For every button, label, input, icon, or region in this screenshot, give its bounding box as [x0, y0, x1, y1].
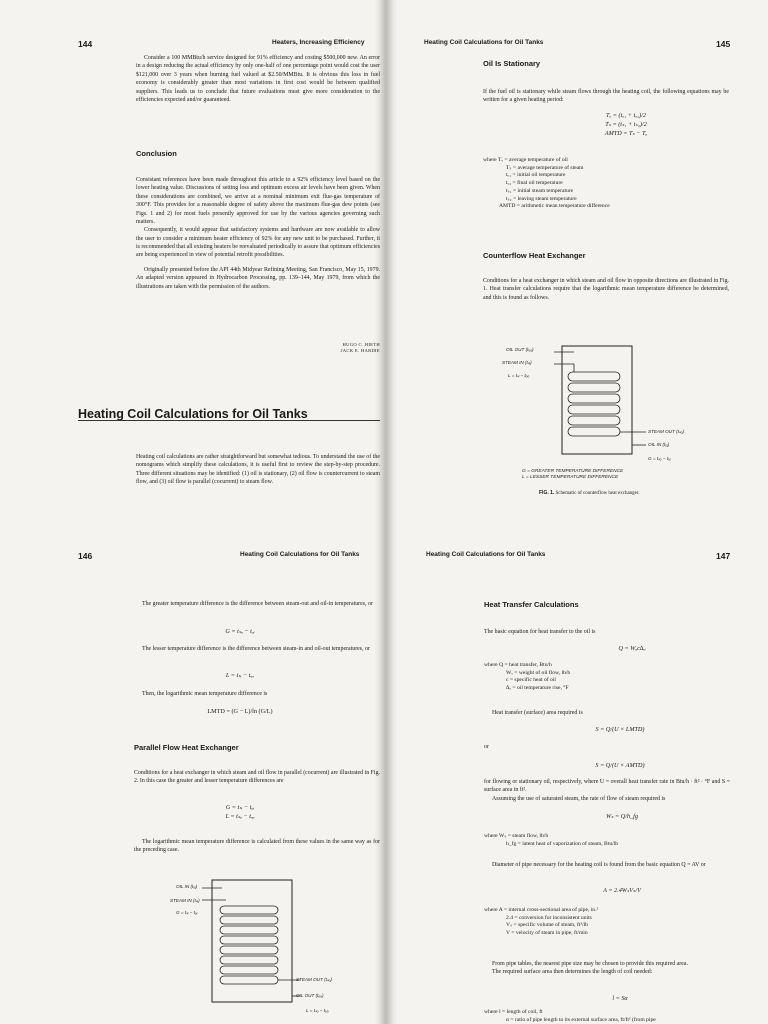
section-heading-conclusion: Conclusion [136, 149, 177, 158]
article-intro: Heating coil calculations are rather straightforward but somewhat tedious. To understand the use of the nomograms which simplify these calculations, it is useful first to review the step-by-step procedure. Three different situations may be identified: (1) oil is stationary, (2) oil flow is countercurrent to steam flow, and (3) oil flow is parallel (cocurrent) to steam flow. [136, 454, 380, 486]
running-head: Heaters, Increasing Efficiency [272, 39, 365, 46]
paragraph-pipe-tables: From pipe tables, the nearest pipe size may be chosen to provide this required area. The required surface area then determines the length of coil needed: [492, 961, 688, 976]
paragraph-parallel-flow: Conditions for a heat exchanger in which steam and oil flow in parallel (cocurrent) are illustrated in Fig. 2. In this case the greater and lesser temperature differences are [134, 770, 380, 785]
running-head: Heating Coil Calculations for Oil Tanks [424, 39, 544, 46]
page-147 [386, 512, 768, 1024]
equation-steam-flow: Wₛ = Q/h_fg [606, 813, 638, 820]
running-head: Heating Coil Calculations for Oil Tanks [426, 551, 546, 558]
equation-surface-lmtd: S = Q/(U × LMTD) [595, 726, 645, 733]
equation-l: L = tₛᵢ − tₒₒ [225, 672, 255, 679]
page-number: 144 [78, 39, 93, 49]
paragraph-greater-difference: The greater temperature difference is the difference between steam-out and oil-in temperatures, or [142, 601, 373, 607]
label-lesser-difference: L = tₛₒ − tₒₒ [306, 1008, 329, 1013]
page-146 [0, 512, 386, 1024]
label-oil-out: OIL OUT (tₒₒ) [296, 993, 324, 998]
conclusion-paragraph-2: Consequently, it would appear that satisfactory systems and hardware are now available to allow the user to consider a minimum heater efficiency of 92% for any new unit to be purchased. Further, it is recommended that all existing heaters be reevaluated periodically to assure that optimum efficiencies are being experienced in view of potential retrofit possibilities. [136, 227, 380, 259]
label-steam-out: STEAM OUT (tₛₒ) [648, 429, 684, 434]
conclusion-paragraph-3: Originally presented before the API 44th Midyear Refining Meeting, San Francisco, May 15, 1979. An adapted version appeared in Hydrocarbon Processing, pp. 139–144, May 1979, from which the illustrations are taken with the permission of the authors. [136, 266, 380, 290]
stationary-text: If the fuel oil is stationary while steam flows through the heating coil, the following equations may be written for a given heating period: [483, 89, 729, 104]
stationary-equations [566, 112, 686, 139]
section-heading-heat-transfer: Heat Transfer Calculations [484, 600, 579, 609]
page-number: 145 [716, 39, 731, 49]
equation-coil-length: l = Sα [612, 995, 628, 1002]
paragraph-basic-equation: The basic equation for heat transfer to the oil is [484, 629, 596, 635]
binding-gutter [386, 512, 398, 1024]
binding-gutter [374, 512, 386, 1024]
section-heading-counterflow: Counterflow Heat Exchanger [483, 251, 586, 260]
label-oil-in: OIL IN (tₒᵢ) [648, 442, 670, 447]
heat-transfer-definitions: where Q = heat transfer, Btu/h Wₒ = weight of oil flow, lb/h c = specific heat of oil ∆ₒ = oil temperature rise, °F [484, 662, 571, 692]
binding-gutter [386, 0, 398, 512]
section-heading-parallel-flow: Parallel Flow Heat Exchanger [134, 743, 239, 752]
equation-pipe-area: A = 2.4WₛVₛ/V [603, 887, 641, 894]
label-greater-difference: G = tₛₒ − tₒᵢ [648, 456, 671, 461]
equation-g: G = tₛₒ − tₒᵢ [225, 628, 255, 635]
pipe-area-definitions: where A = internal cross-sectional area of pipe, in.² 2.4 = conversion for inconsistent units Vₛ = specific volume of steam, ft³/lb V = velocity of steam in pipe, ft/min [484, 907, 599, 937]
page-number: 147 [716, 551, 731, 561]
equation-steam-average: Tₛ = (tₛ₁ + tₛ₂)/2 [605, 120, 647, 128]
label-oil-in: OIL IN (tₒᵢ) [176, 884, 198, 889]
counterflow-exchanger-diagram [546, 340, 706, 462]
paragraph-parallel-lmtd: The logarithmic mean temperature difference is calculated from these values in the same way as for the preceding case. [134, 839, 380, 854]
steam-flow-definitions: where Wₛ = steam flow, lb/h h_fg = latent heat of vaporization of steam, Btu/lb [484, 833, 619, 847]
conclusion-text [136, 176, 380, 291]
variable-definitions: where Tₒ = average temperature of oil Tₛ = average temperature of steam tₒ₁ = initial oil temperature tₒ₂ = final oil temperature tₛ₁ = initial steam temperature tₛ₂ = leaving steam temperature AMTD = arithmetic mean temperature difference [483, 157, 610, 210]
equation-lmtd: LMTD = (G − L)/ln (G/L) [207, 708, 273, 715]
figure-notes: G = GREATER TEMPERATURE DIFFERENCE L = LESSER TEMPERATURE DIFFERENCE [522, 469, 624, 481]
parallel-equations: G = tₛᵢ − tₒᵢ L = tₛₒ − tₒₒ [225, 804, 255, 820]
label-greater-difference: G = tₛᵢ − tₒᵢ [176, 910, 198, 915]
page-145 [386, 0, 768, 512]
intro-paragraph: Consider a 100 MMBtu/h service designed for 91% efficiency and costing $500,000 new. An error in a design reducing the actual efficiency by only one-half of one percentage point would cost the user $121,000 over 3 years when burning fuel valued at $2.50/MMBtu. It is obvious this loss in fuel economy is considerably greater than most variations in first cost would be between qualified suppliers. This leads us to conclude that future evaluations must give more consideration to the efficiencies expected and/or guaranteed. [136, 55, 380, 103]
label-oil-out: OIL OUT (tₒₒ) [506, 347, 534, 352]
figure-1-caption: FIG. 1. Schematic of counterflow heat exchanger. [539, 490, 640, 496]
equation-amtd: AMTD = Tₛ − Tₒ [604, 129, 648, 137]
equation-surface-amtd: S = Q/(U × AMTD) [595, 762, 645, 769]
paragraph-pipe-diameter: Diameter of pipe necessary for the heating coil is found from the basic equation Q = AV or [492, 862, 706, 868]
label-steam-in: STEAM IN (tₛᵢ) [502, 360, 532, 365]
author-signature: HUGO C. HIETH JACK E. HARDIE [340, 342, 380, 354]
article-title: Heating Coil Calculations for Oil Tanks [78, 407, 308, 421]
label-steam-out: STEAM OUT (tₛₒ) [296, 977, 332, 982]
label-lesser-difference: L = tₛᵢ − tₒₒ [508, 373, 530, 378]
paragraph-surface-area: Heat transfer (surface) area required is [492, 710, 583, 716]
equation-heat-transfer: Q = Wₒc∆ₒ [618, 645, 646, 652]
label-steam-in: STEAM IN (tₛᵢ) [170, 898, 200, 903]
page-144 [0, 0, 386, 512]
conclusion-paragraph-1: Consistant references have been made throughout this article to a 92% efficiency level based on the lower heating value. Discussions of setting loss and optimum excess air levels have been given. When these considerations are combined, we arrive at a nominal minimum exit flue-gas temperature of 300°F. This provides for a reasonable degree of safety above the maximum flue-gas dew points (see Figs. 1 and 2) for most fuels presently approved for use by the various agencies governing such matters. [136, 177, 380, 225]
paragraph-lmtd-intro: Then, the logarithmic mean temperature difference is [142, 691, 268, 697]
title-rule [78, 420, 380, 421]
running-head: Heating Coil Calculations for Oil Tanks [240, 551, 360, 558]
section-heading-oil-stationary: Oil Is Stationary [483, 59, 541, 68]
equation-oil-average: Tₒ = (tₒ₁ + tₒ₂)/2 [606, 112, 646, 119]
text-or: or [484, 744, 489, 750]
page-number: 146 [78, 551, 93, 561]
counterflow-text: Conditions for a heat exchanger in which steam and oil flow in opposite directions are illustrated in Fig. 1. Heat transfer calculations require that the logarithmic mean temperature difference be determined, and this is found as follows. [483, 278, 729, 301]
coil-length-definitions: where l = length of coil, ft α = ratio of pipe length to its external surface area, ft/ft² (from pipe [484, 1009, 656, 1023]
paragraph-lesser-difference: The lesser temperature difference is the difference between steam-in and oil-out temperatures, or [142, 646, 370, 652]
paragraph-overall-rate: for flowing or stationary oil, respectively, where U = overall heat transfer rate in Btu/h · ft² · °F and S = surface area in ft². Assuming the use of saturated steam, the rate of flow of steam required is [484, 779, 730, 802]
